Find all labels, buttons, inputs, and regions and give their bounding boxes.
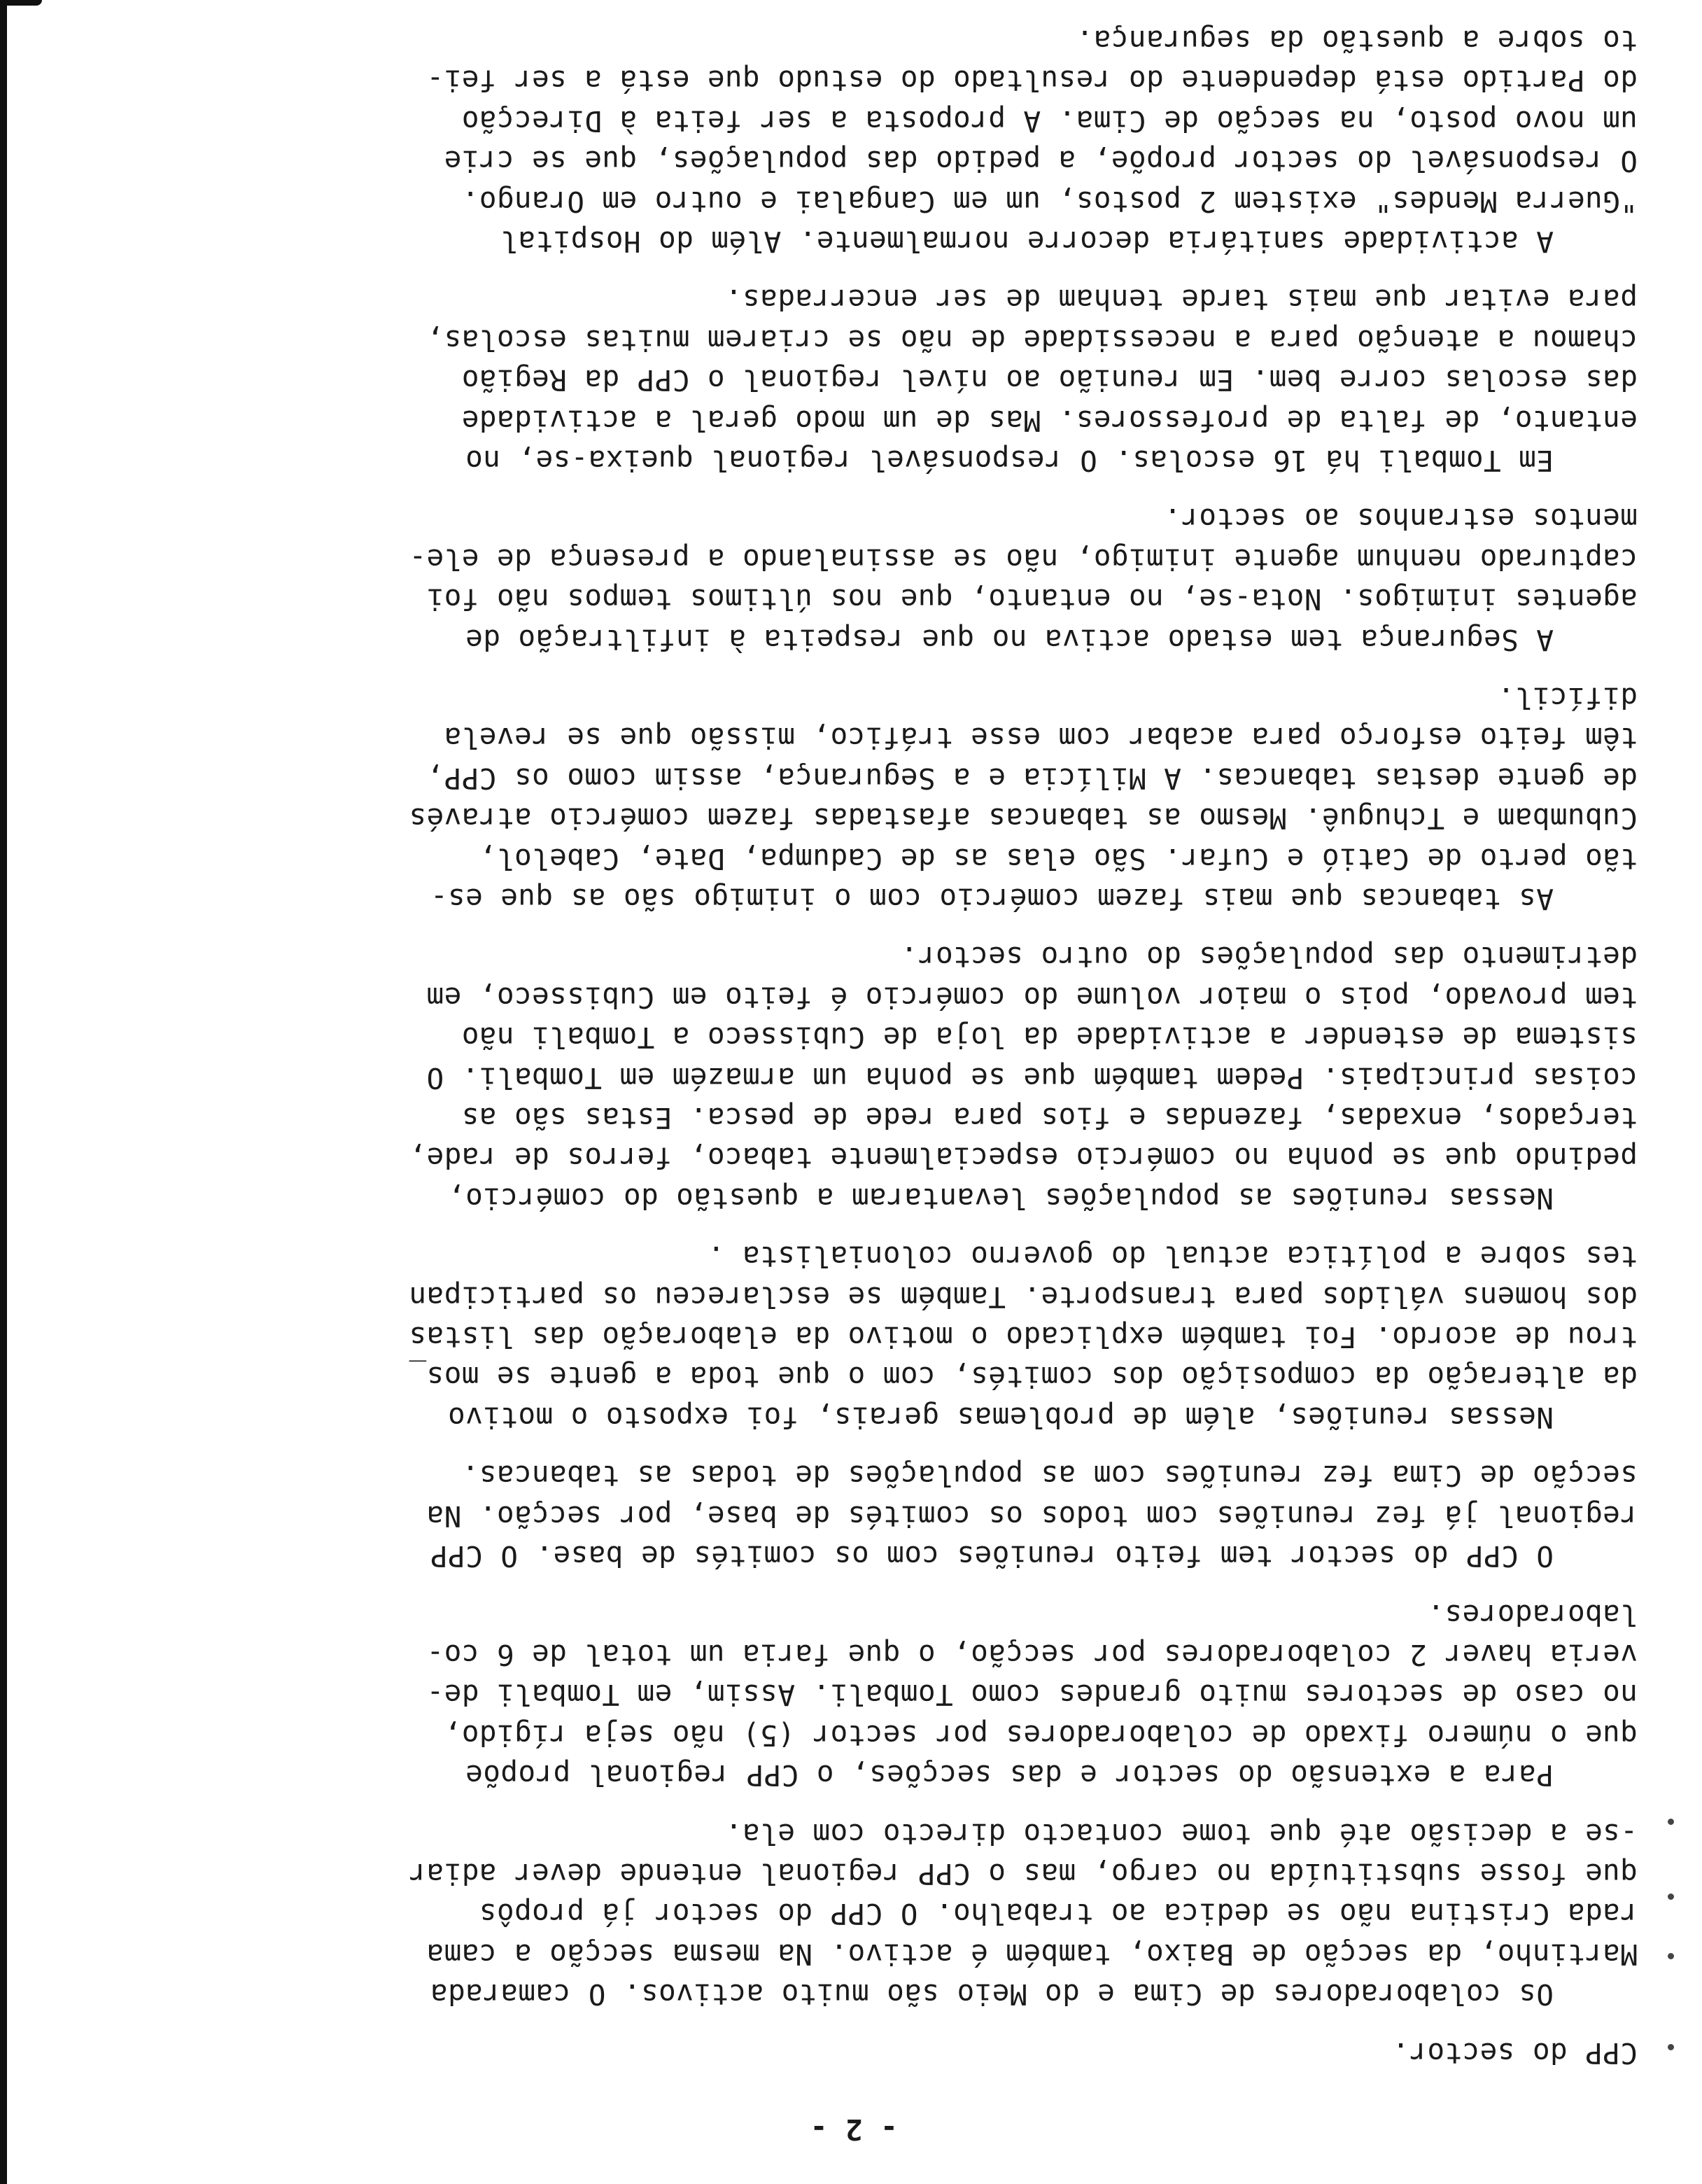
text-line: que fosse substituída no cargo, mas o CPP regional entende dever adiar bbox=[409, 1856, 1638, 1891]
binder-dot bbox=[1668, 1893, 1674, 1900]
text-line: dos homens válidos para transporte. Também se esclareceu os participan bbox=[409, 1280, 1638, 1314]
text-line: to sobre a questão da segurança. bbox=[1076, 23, 1638, 57]
text-line: têm feito esforço para acabar com esse tráfico, missão que se revela bbox=[444, 721, 1638, 755]
text-line: que o número fixado de colaboradores por sector (5) não seja rígido, bbox=[444, 1718, 1638, 1752]
page-number: - 2 - bbox=[810, 2113, 898, 2146]
text-line: pedindo que se ponha no comércio especialmente tabaco, ferros de rade, bbox=[409, 1141, 1638, 1175]
section-heading bbox=[70, 2032, 1638, 2072]
text-line: das escolas corre bem. Em reunião ao nível regional o CPP da Região bbox=[461, 363, 1638, 398]
text-line: Nessas reuniões, além de problemas gerais, foi exposto o motivo bbox=[447, 1400, 1554, 1434]
text-line: Os colaboradores de Cima e do Meio são muito activos. O camarada bbox=[430, 1977, 1554, 2012]
text-line: para evitar que mais tarde tenham de ser encerradas. bbox=[724, 283, 1638, 317]
text-line: O CPP do sector tem feito reuniões com os comités de base. O CPP bbox=[430, 1539, 1554, 1574]
text-line: regional já fez reuniões com todos os comités de base, por secção. Na bbox=[426, 1499, 1638, 1533]
paragraph bbox=[70, 1455, 1638, 1576]
text-line: rada Cristina não se dedica ao trabalho. O CPP do sector já propôs bbox=[479, 1897, 1638, 1931]
text-line: terçados, enxadas, fazendas e fios para rede de pesca. Estas são as bbox=[461, 1101, 1638, 1135]
paragraph bbox=[70, 678, 1638, 918]
text-line: um novo posto, na secção de Cima. A proposta a ser feita à Direcção bbox=[461, 104, 1638, 138]
typed-page-upside-down bbox=[70, 23, 1638, 2149]
scan-border-top bbox=[0, 0, 42, 6]
text-line: O responsável do sector propõe, a pedido das populações, que se crie bbox=[444, 144, 1638, 178]
paragraph bbox=[70, 1594, 1638, 1795]
text-line: tem provado, pois o maior volume do comércio é feito em Cubisseco, em bbox=[426, 980, 1638, 1014]
text-line: coisas principais. Pedem também que se ponha um armazém em Tombali. O bbox=[426, 1060, 1638, 1095]
document-body bbox=[70, 0, 1638, 2073]
text-line: de gente destas tabancas. A Milícia e a Segurança, assim como os CPP, bbox=[426, 761, 1638, 795]
text-line: tes sobre a política actual do governo colonialista . bbox=[707, 1240, 1638, 1274]
text-line: veria haver 2 colaboradores por secção, o que faria um total de 6 co- bbox=[426, 1637, 1638, 1672]
text-line: entanto, de falta de professores. Mas de um modo geral a actividade bbox=[461, 403, 1638, 438]
text-line: capturado nenhum agente inimigo, não se assinalando a presença de ele- bbox=[409, 542, 1638, 576]
text-line: -se a decisão até que tome contacto directo com ela. bbox=[724, 1816, 1638, 1851]
text-line: Martinho, da secção de Baixo, também é activo. Na mesma secção a cama bbox=[426, 1937, 1638, 1971]
text-line: mentos estranhos ao sector. bbox=[1163, 502, 1638, 536]
text-line: "Guerra Mendes" existem 2 postos, um em Cangalai e outro em Orango. bbox=[461, 184, 1638, 218]
text-line: da alteração da composição dos comités, com o que toda a gente se mos_ bbox=[409, 1360, 1638, 1394]
text-line: detrimento das populações do outro sector. bbox=[900, 940, 1638, 974]
paragraph bbox=[70, 498, 1638, 659]
text-line: As tabancas que mais fazem comércio com o inimigo são as que es- bbox=[430, 882, 1554, 916]
text-line: sistema de estender a actividade da loja de Cubisseco a Tombali não bbox=[461, 1021, 1638, 1055]
text-line: do Partido está dependente do resultado do estudo que está a ser fei- bbox=[426, 64, 1638, 98]
text-line: CPP do sector. bbox=[1391, 2036, 1638, 2070]
paragraph bbox=[70, 0, 1638, 2]
text-line: no caso de sectores muito grandes como Tombali. Assim, em Tombali de- bbox=[426, 1678, 1638, 1712]
paragraph bbox=[70, 1236, 1638, 1437]
text-line: trou de acordo. Foi também explicado o motivo da elaboração das listas bbox=[409, 1320, 1638, 1354]
binder-dot bbox=[1668, 2044, 1674, 2050]
paragraph bbox=[70, 20, 1638, 261]
text-line: A Segurança tem estado activa no que respeita à infiltração de bbox=[465, 622, 1554, 657]
paragraph bbox=[70, 1813, 1638, 2014]
paragraph bbox=[70, 937, 1638, 1218]
text-line: laboradores. bbox=[1426, 1597, 1638, 1632]
text-line: Cubumbam e Tchuguê. Mesmo as tabancas afastadas fazem comércio através bbox=[409, 802, 1638, 836]
text-line: chamou a atenção para a necessidade de não se criarem muitas escolas, bbox=[426, 323, 1638, 357]
binder-dot bbox=[1668, 1953, 1674, 1959]
text-line bbox=[70, 0, 1638, 2]
text-line: agentes inimigos. Nota-se, no entanto, que nos últimos tempos não foi bbox=[426, 582, 1638, 617]
scan-border-left bbox=[0, 0, 7, 2184]
text-line: Em Tombali há 16 escolas. O responsável regional queixa-se, no bbox=[465, 443, 1554, 477]
paragraph bbox=[70, 279, 1638, 480]
text-line: Para a extensão do sector e das secções, o CPP regional propõe bbox=[465, 1758, 1554, 1793]
text-line: secção de Cima fez reuniões com as populações de todas as tabancas. bbox=[461, 1459, 1638, 1493]
text-line: Nessas reuniões as populações levantaram a questão do comércio, bbox=[447, 1181, 1554, 1215]
text-line: A actividade sanitária decorre normalmente. Além do Hospital bbox=[500, 224, 1554, 258]
text-line: difícil. bbox=[1497, 681, 1638, 715]
binder-dot bbox=[1668, 1819, 1674, 1825]
text-line: tão perto de Catió e Cufar. São elas as de Cadumpa, Date, Cabelol, bbox=[479, 841, 1638, 876]
